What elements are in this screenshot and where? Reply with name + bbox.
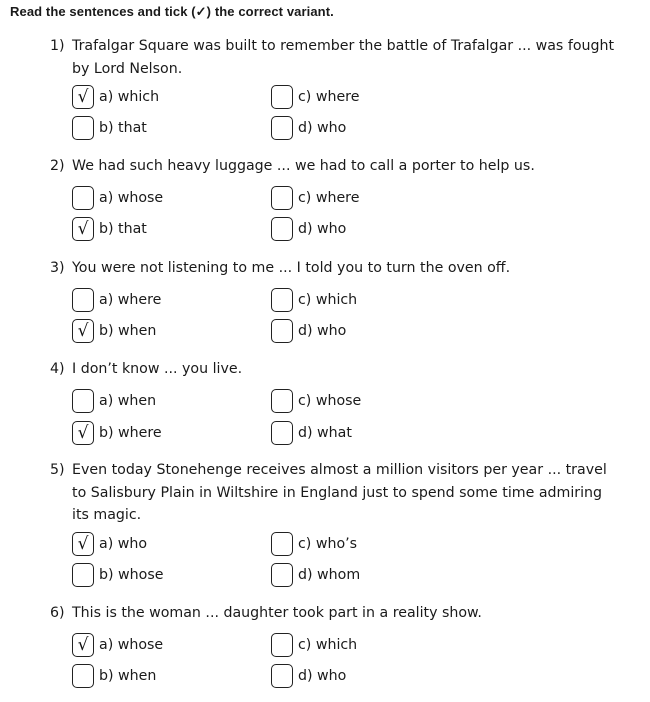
q4-checkbox-c[interactable]	[271, 389, 293, 413]
tick-icon: √	[77, 533, 89, 554]
option-label: a) where	[99, 292, 162, 308]
question-text: We had such heavy luggage ... we had to call a porter to help us.	[72, 158, 535, 174]
option-label: a) whose	[99, 190, 164, 206]
q6-checkbox-a[interactable]	[72, 633, 94, 657]
q6-option-a[interactable]	[72, 632, 163, 658]
option-label: b) that	[99, 221, 147, 237]
option-label: b) when	[99, 668, 157, 684]
tick-icon: √	[77, 320, 89, 341]
q6-option-c[interactable]	[271, 632, 357, 658]
option-label: a) when	[99, 393, 157, 409]
q4-option-d[interactable]	[271, 420, 352, 446]
q5-option-d[interactable]	[271, 562, 360, 588]
question-number: 6)	[50, 605, 65, 621]
q1-option-c[interactable]	[271, 84, 359, 110]
q2-checkbox-b[interactable]	[72, 217, 94, 241]
q2-checkbox-c[interactable]	[271, 186, 293, 210]
q6-checkbox-c[interactable]	[271, 633, 293, 657]
q2-checkbox-a[interactable]	[72, 186, 94, 210]
q4-checkbox-d[interactable]	[271, 421, 293, 445]
option-label: d) who	[298, 323, 347, 339]
q3-option-a[interactable]	[72, 287, 161, 313]
option-label: c) where	[298, 89, 360, 105]
q1-checkbox-c[interactable]	[271, 85, 293, 109]
q4-checkbox-b[interactable]	[72, 421, 94, 445]
q1-option-d[interactable]	[271, 115, 346, 141]
question-text: Even today Stonehenge receives almost a million visitors per year ... travel to Salisbury Plain in Wiltshire in England just to spend some time admiring its magic.	[72, 462, 607, 523]
question-number: 2)	[50, 158, 65, 174]
question-number: 3)	[50, 260, 65, 276]
option-label: c) whose	[298, 393, 362, 409]
option-label: c) which	[298, 637, 358, 653]
q4-checkbox-a[interactable]	[72, 389, 94, 413]
q3-option-b[interactable]	[72, 318, 156, 344]
question-text: I don’t know ... you live.	[72, 361, 243, 377]
option-label: b) when	[99, 323, 157, 339]
tick-icon: √	[77, 86, 89, 107]
q3-option-d[interactable]	[271, 318, 346, 344]
option-label: b) whose	[99, 567, 164, 583]
question-text: This is the woman ... daughter took part in a reality show.	[72, 605, 482, 621]
question-3	[50, 257, 620, 280]
question-2	[50, 155, 620, 178]
q3-checkbox-b[interactable]	[72, 319, 94, 343]
tick-icon: √	[77, 634, 89, 655]
option-label: a) who	[99, 536, 148, 552]
option-label: c) who’s	[298, 536, 358, 552]
q2-option-c[interactable]	[271, 185, 359, 211]
q3-checkbox-d[interactable]	[271, 319, 293, 343]
q3-checkbox-a[interactable]	[72, 288, 94, 312]
q5-option-c[interactable]	[271, 531, 357, 557]
question-text: Trafalgar Square was built to remember the battle of Trafalgar ... was fought by Lord Nelson.	[72, 38, 615, 77]
q5-checkbox-a[interactable]	[72, 532, 94, 556]
q4-option-a[interactable]	[72, 388, 156, 414]
q3-checkbox-c[interactable]	[271, 288, 293, 312]
question-6	[50, 602, 620, 625]
option-label: b) where	[99, 425, 162, 441]
q5-option-b[interactable]	[72, 562, 163, 588]
option-label: c) where	[298, 190, 360, 206]
q1-option-a[interactable]	[72, 84, 159, 110]
question-number: 1)	[50, 38, 65, 54]
option-label: b) that	[99, 120, 147, 136]
q2-option-b[interactable]	[72, 216, 147, 242]
q2-option-d[interactable]	[271, 216, 346, 242]
q6-checkbox-b[interactable]	[72, 664, 94, 688]
q4-option-c[interactable]	[271, 388, 361, 414]
question-4	[50, 358, 620, 381]
option-label: d) what	[298, 425, 352, 441]
option-label: a) whose	[99, 637, 164, 653]
q6-option-d[interactable]	[271, 663, 346, 689]
q4-option-b[interactable]	[72, 420, 162, 446]
question-1	[50, 35, 620, 80]
q3-option-c[interactable]	[271, 287, 357, 313]
option-label: d) who	[298, 221, 347, 237]
question-text: You were not listening to me ... I told you to turn the oven off.	[72, 260, 511, 276]
option-label: a) which	[99, 89, 160, 105]
instruction-heading: Read the sentences and tick (✓) the correct variant.	[10, 4, 334, 19]
q5-checkbox-d[interactable]	[271, 563, 293, 587]
option-label: c) which	[298, 292, 358, 308]
q6-option-b[interactable]	[72, 663, 156, 689]
tick-icon: √	[77, 218, 89, 239]
option-label: d) who	[298, 668, 347, 684]
q2-option-a[interactable]	[72, 185, 163, 211]
option-label: d) who	[298, 120, 347, 136]
q1-checkbox-d[interactable]	[271, 116, 293, 140]
q1-checkbox-b[interactable]	[72, 116, 94, 140]
question-number: 4)	[50, 361, 65, 377]
tick-icon: √	[77, 422, 89, 443]
q1-option-b[interactable]	[72, 115, 147, 141]
q5-checkbox-c[interactable]	[271, 532, 293, 556]
q6-checkbox-d[interactable]	[271, 664, 293, 688]
option-label: d) whom	[298, 567, 361, 583]
q1-checkbox-a[interactable]	[72, 85, 94, 109]
q2-checkbox-d[interactable]	[271, 217, 293, 241]
question-number: 5)	[50, 462, 65, 478]
question-5	[50, 459, 620, 527]
q5-checkbox-b[interactable]	[72, 563, 94, 587]
q5-option-a[interactable]	[72, 531, 147, 557]
